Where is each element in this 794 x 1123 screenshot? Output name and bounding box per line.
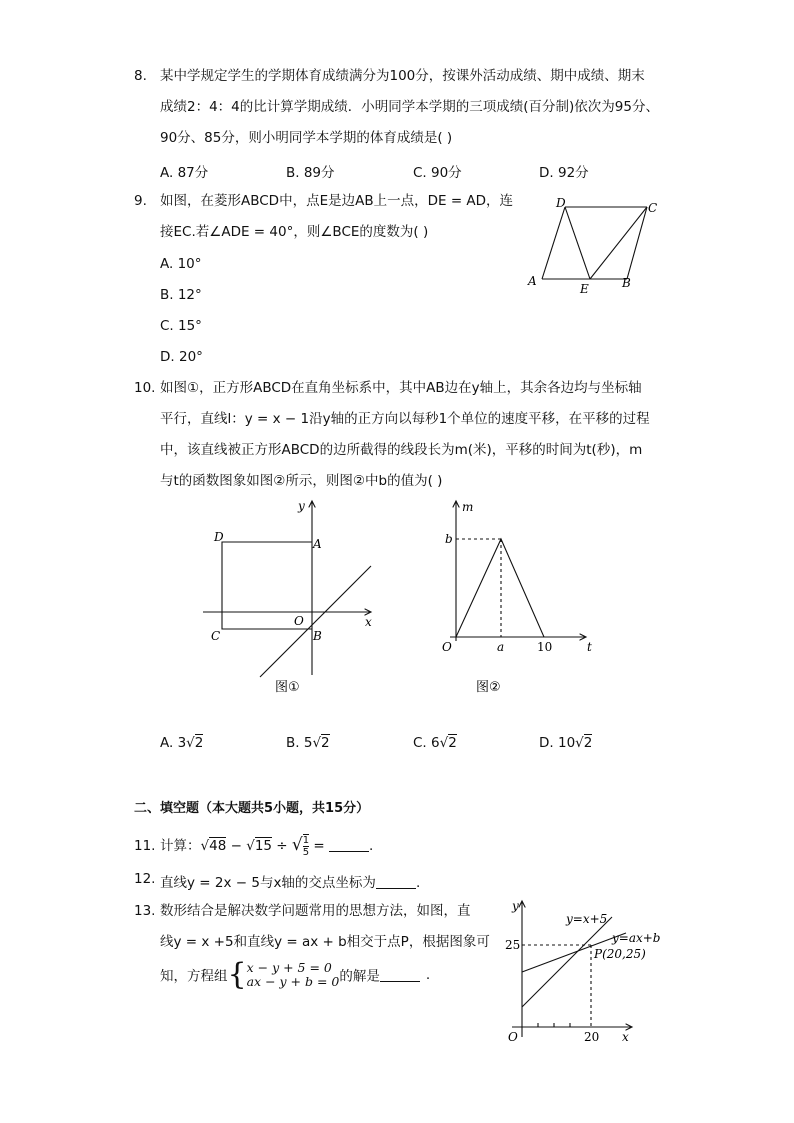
q10-figure-1 — [195, 495, 385, 700]
q10-line-3: 中，该直线被正方形ABCD的边所截得的线段长为m(米)，平移的时间为t(秒)，m — [160, 442, 643, 458]
fig2-ten-label: 10 — [537, 640, 553, 654]
q10-line-2: 平行，直线l：y = x − 1沿y轴的正方向以每秒1个单位的速度平移，在平移的过程 — [160, 411, 650, 427]
q11-number: 11. — [134, 838, 156, 854]
q8-line-2: 成绩2：4：4的比计算学期成绩．小明同学本学期的三项成绩(百分制)依次为95分、 — [160, 99, 659, 115]
q9-line-2: 接EC.若∠ADE = 40°，则∠BCE的度数为( ) — [160, 224, 429, 240]
fig1-y-label: y — [298, 499, 305, 513]
equals-sign: = — [309, 838, 330, 854]
radicand: 2 — [321, 735, 330, 751]
radicand-15: 15 — [254, 838, 272, 854]
q8-option-c[interactable]: C. 90分 — [413, 165, 462, 181]
radicand: 2 — [583, 735, 593, 751]
q13-line-1: 数形结合是解决数学问题常用的思想方法，如图，直 — [160, 903, 471, 919]
radicand: 2 — [194, 735, 204, 751]
radicand: 2 — [448, 735, 457, 751]
function-graph — [456, 539, 544, 637]
equation-1: x − y + 5 = 0 — [246, 959, 332, 975]
q10-option-b-text: B. 5 — [286, 735, 313, 751]
fig3-x20-label: 20 — [584, 1030, 600, 1044]
sqrt-sign: √ — [312, 735, 322, 751]
equation-2: ax − y + b = 0 — [246, 973, 340, 989]
radicand-48: 48 — [209, 838, 227, 854]
brace: { — [227, 957, 247, 992]
q10-option-d[interactable] — [539, 735, 592, 751]
fig3-origin-label: O — [508, 1030, 518, 1044]
fig3-x-label: x — [622, 1030, 629, 1044]
fig3-point-p-label: P(20,25) — [594, 947, 646, 961]
q9-option-d[interactable]: D. 20° — [160, 349, 203, 365]
minus-sign: − — [226, 838, 247, 854]
q11-body — [160, 834, 373, 858]
q8-option-a[interactable]: A. 87分 — [160, 165, 209, 181]
q13-line-3-prefix: 知，方程组 — [160, 968, 228, 985]
q11-end: . — [369, 838, 374, 854]
q10-option-d-text: D. 10 — [539, 735, 576, 751]
fig2-a-label: a — [497, 640, 505, 654]
fig1-a-label: A — [313, 537, 322, 551]
q9-rhombus-figure — [520, 192, 670, 297]
line-l — [260, 566, 371, 677]
label-e: E — [580, 282, 589, 296]
fig1-b-label: B — [313, 629, 322, 643]
fraction-denominator: 5 — [302, 847, 310, 858]
label-d: D — [556, 196, 566, 210]
q12-number: 12. — [134, 871, 156, 887]
q10-figure-2 — [430, 495, 605, 700]
sqrt-sign: √ — [575, 735, 584, 751]
sqrt-sign: √ — [186, 735, 195, 751]
fig1-caption: 图① — [275, 680, 300, 695]
q10-option-c-text: C. 6 — [413, 735, 440, 751]
fig1-c-label: C — [211, 629, 221, 643]
q12-text: 直线y = 2x − 5与x轴的交点坐标为 — [160, 875, 376, 891]
q10-line-1: 如图①，正方形ABCD在直角坐标系中，其中AB边在y轴上，其余各边均与坐标轴 — [160, 380, 642, 396]
sqrt-sign: √ — [439, 735, 449, 751]
fig3-line2-label: y=ax+b — [612, 931, 660, 945]
q12-end: . — [415, 875, 421, 891]
sqrt-sign: √ — [200, 838, 210, 854]
q11-answer-blank[interactable] — [329, 837, 369, 852]
section-2-title: 二、填空题（本大题共5小题，共15分） — [134, 801, 370, 816]
segment-ec — [590, 207, 647, 279]
line-y-x-plus-5 — [522, 917, 612, 1007]
q13-answer-blank[interactable] — [380, 967, 420, 982]
q8-option-d[interactable]: D. 92分 — [539, 165, 589, 181]
side-bc — [627, 207, 647, 279]
q8-line-1: 某中学规定学生的学期体育成绩满分为100分，按课外活动成绩、期中成绩、期末 — [160, 68, 645, 84]
q10-option-a[interactable] — [160, 735, 203, 751]
fraction-numerator: 1 — [302, 835, 310, 846]
fig2-caption: 图② — [476, 680, 501, 695]
fig2-m-label: m — [462, 500, 474, 514]
fig3-y25-label: 25 — [505, 938, 521, 952]
fig2-b-label: b — [445, 532, 453, 546]
q12-answer-blank[interactable] — [376, 874, 416, 889]
sqrt-sign: √ — [291, 835, 303, 855]
q11-prefix: 计算： — [160, 838, 201, 854]
q13-line-3 — [160, 957, 430, 992]
q8-line-3: 90分、85分，则小明同学本学期的体育成绩是( ) — [160, 130, 453, 146]
q10-option-b[interactable] — [286, 735, 330, 751]
equation-system — [247, 961, 340, 989]
q9-number: 9. — [134, 193, 147, 209]
q10-option-c[interactable] — [413, 735, 457, 751]
q12-body — [160, 871, 420, 891]
label-a: A — [528, 274, 537, 288]
q9-option-b[interactable]: B. 12° — [160, 287, 202, 303]
fig2-t-label: t — [587, 640, 592, 654]
segment-de — [565, 207, 590, 279]
fig1-x-label: x — [365, 615, 372, 629]
label-b: B — [622, 276, 631, 290]
q10-number: 10. — [134, 380, 156, 396]
q13-line-3-suffix: 的解是 — [339, 968, 380, 985]
fig3-y-label: y — [512, 899, 519, 913]
q8-number: 8. — [134, 68, 147, 84]
fig1-origin-label: O — [294, 614, 304, 628]
q10-line-4: 与t的函数图象如图②所示，则图②中b的值为( ) — [160, 473, 443, 489]
q13-number: 13. — [134, 903, 156, 919]
side-da — [542, 207, 565, 279]
fig3-line1-label: y=x+5 — [566, 912, 608, 926]
q10-option-a-text: A. 3 — [160, 735, 187, 751]
sqrt-sign: √ — [246, 838, 255, 854]
q13-line-2: 线y = x +5和直线y = ax + b相交于点P，根据图象可 — [160, 934, 490, 950]
label-c: C — [648, 201, 658, 215]
q8-option-b[interactable]: B. 89分 — [286, 165, 335, 181]
q9-option-a[interactable]: A. 10° — [160, 256, 202, 272]
q13-end: . — [425, 966, 431, 983]
q13-figure — [500, 895, 660, 1050]
q9-option-c[interactable]: C. 15° — [160, 318, 202, 334]
divide-sign: ÷ — [272, 838, 292, 854]
q9-line-1: 如图，在菱形ABCD中，点E是边AB上一点，DE = AD，连 — [160, 193, 514, 209]
fig2-origin-label: O — [442, 640, 452, 654]
fig1-d-label: D — [214, 530, 224, 544]
